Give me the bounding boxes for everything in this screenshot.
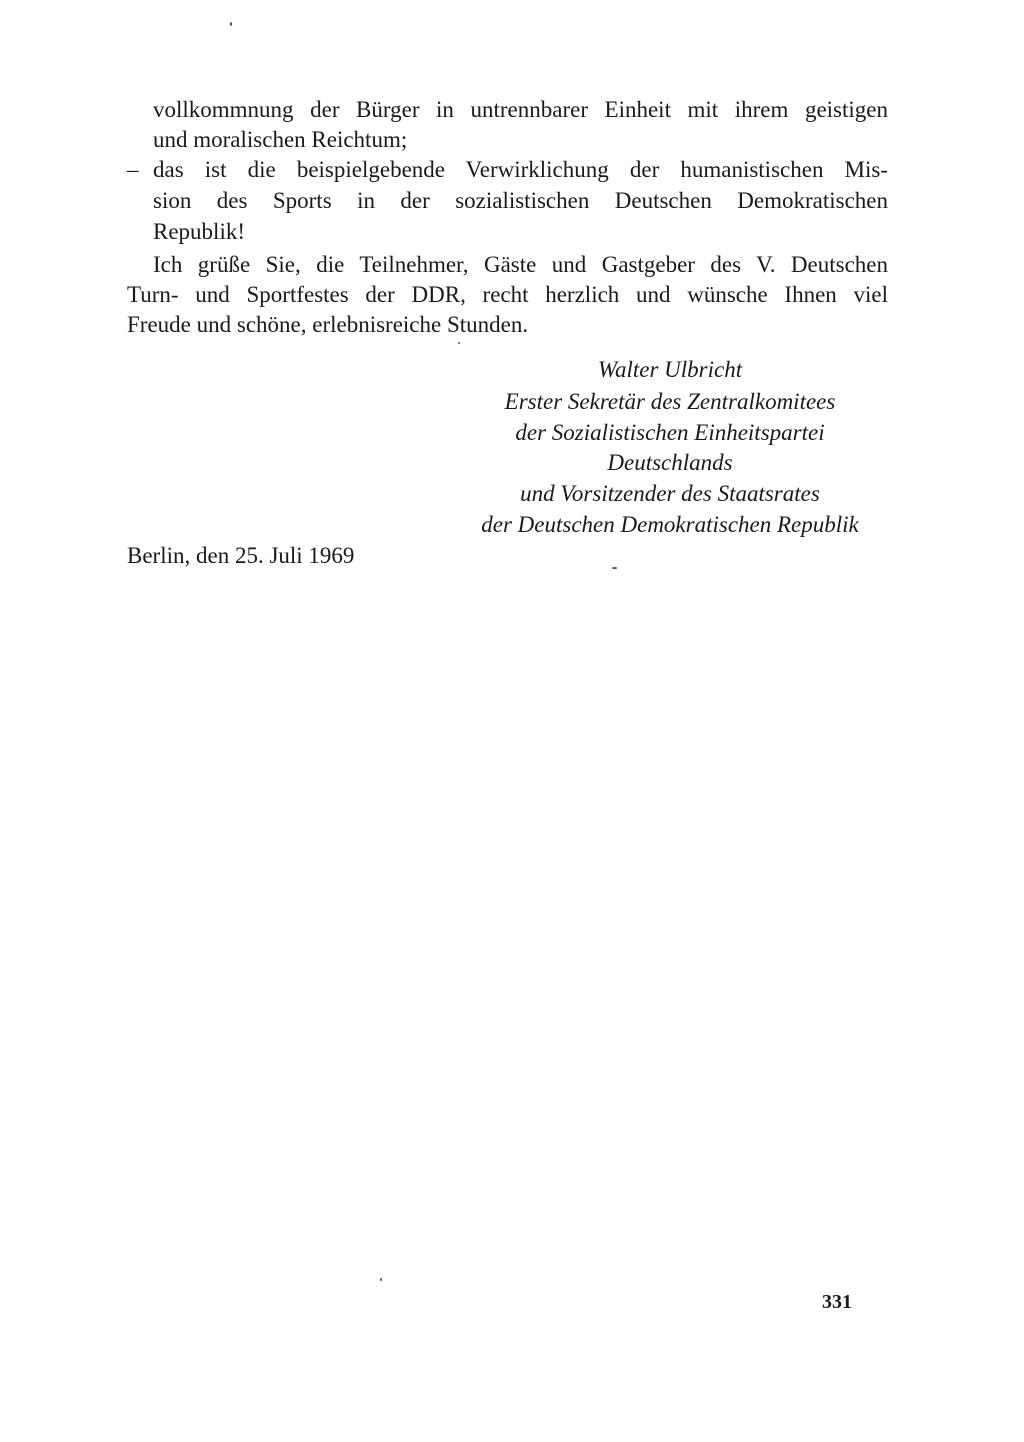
signature-title-line: und Vorsitzender des Staatsrates xyxy=(520,481,820,506)
body-line: Turn- und Sportfestes der DDR, recht herzlich und wünsche Ihnen viel xyxy=(127,282,888,307)
body-line: vollkommnung der Bürger in untrennbarer Einheit mit ihrem geistigen xyxy=(153,97,888,122)
body-line: und moralischen Reichtum; xyxy=(153,127,408,152)
list-dash: – xyxy=(127,157,139,182)
body-line: Freude und schöne, erlebnisreiche Stunden. xyxy=(127,312,529,337)
body-line: sion des Sports in der sozialistischen Deutschen Demokratischen xyxy=(153,188,888,213)
signature-name: Walter Ulbricht xyxy=(597,357,743,382)
scan-speck xyxy=(230,22,232,26)
signature-title-line: Deutschlands xyxy=(607,450,733,475)
signature-title-line: der Sozialistischen Einheitspartei xyxy=(515,420,825,445)
body-line: Ich grüße Sie, die Teilnehmer, Gäste und Gastgeber des V. Deutschen xyxy=(153,252,888,277)
signature-title-line: der Deutschen Demokratischen Republik xyxy=(481,512,859,537)
body-line: Republik! xyxy=(153,219,245,244)
page-number: 331 xyxy=(822,1291,852,1313)
scan-speck xyxy=(458,342,460,344)
signature-title-line: Erster Sekretär des Zentralkomitees xyxy=(504,389,836,414)
scan-speck xyxy=(612,567,617,569)
scan-speck xyxy=(380,1278,382,1281)
dateline: Berlin, den 25. Juli 1969 xyxy=(127,543,355,568)
body-line: das ist die beispielgebende Verwirklichung der humanistischen Mis- xyxy=(153,157,888,182)
